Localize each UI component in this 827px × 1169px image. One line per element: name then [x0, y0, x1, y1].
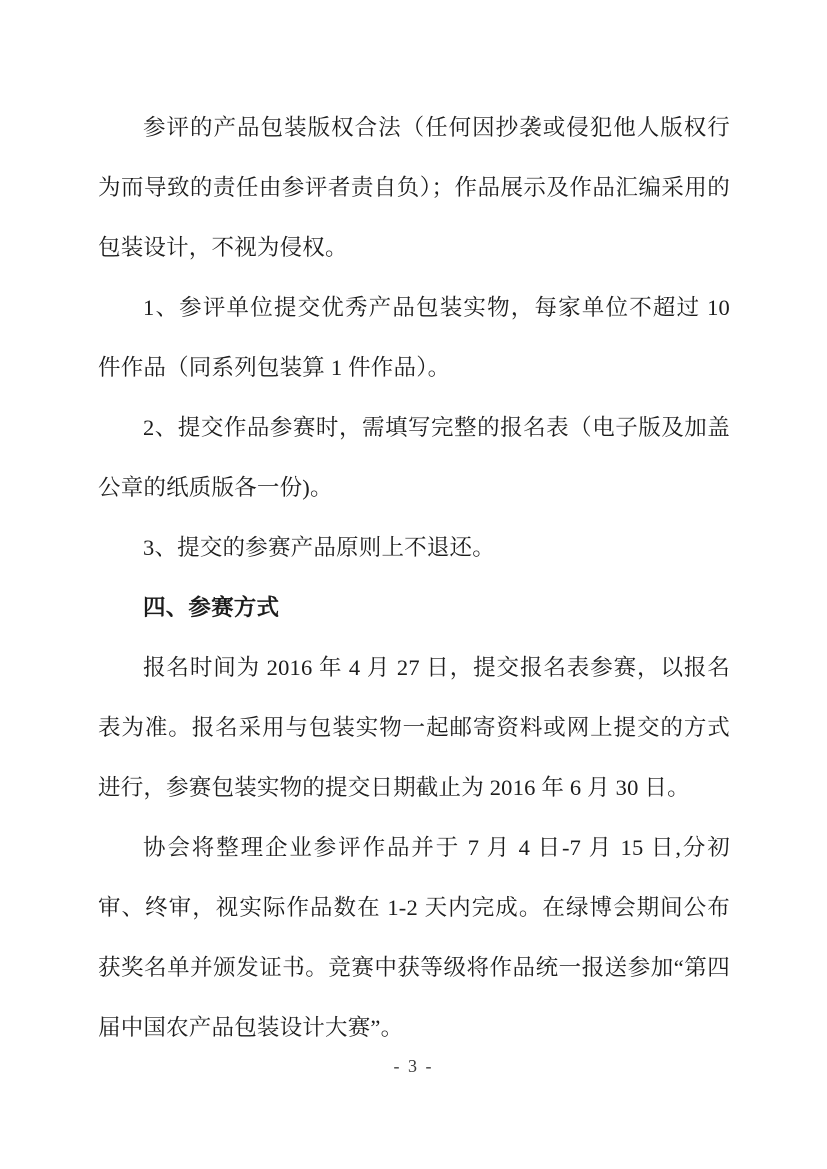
section-heading-entry-method: 四、参赛方式	[143, 595, 280, 620]
para-rule-2-entry-form: 2、提交作品参赛时，需填写完整的报名表（电子版及加盖公章的纸质版各一份)。	[98, 415, 730, 500]
para-review-and-awards: 协会将整理企业参评作品并于 7 月 4 日-7 月 15 日,分初审、终审，视实际作品数在 1-2 天内完成。在绿博会期间公布获奖名单并颁发证书。竞赛中获等级将作品统一报送参加“第四届中国农产品包装设计大赛”。	[98, 835, 730, 1040]
page-number: - 3 -	[393, 1056, 434, 1076]
para-copyright-notice: 参评的产品包装版权合法（任何因抄袭或侵犯他人版权行为而导致的责任由参评者责自负）；作品展示及作品汇编采用的包装设计，不视为侵权。	[98, 115, 730, 260]
para-rule-1-submission-limit: 1、参评单位提交优秀产品包装实物，每家单位不超过 10 件作品（同系列包装算 1 件作品）。	[98, 295, 730, 380]
para-registration-dates: 报名时间为 2016 年 4 月 27 日，提交报名表参赛，以报名表为准。报名采用与包装实物一起邮寄资料或网上提交的方式进行，参赛包装实物的提交日期截止为 2016 年 6 月 30 日。	[98, 655, 730, 800]
document-body	[98, 98, 730, 1058]
para-rule-3-no-return: 3、提交的参赛产品原则上不退还。	[143, 535, 495, 560]
